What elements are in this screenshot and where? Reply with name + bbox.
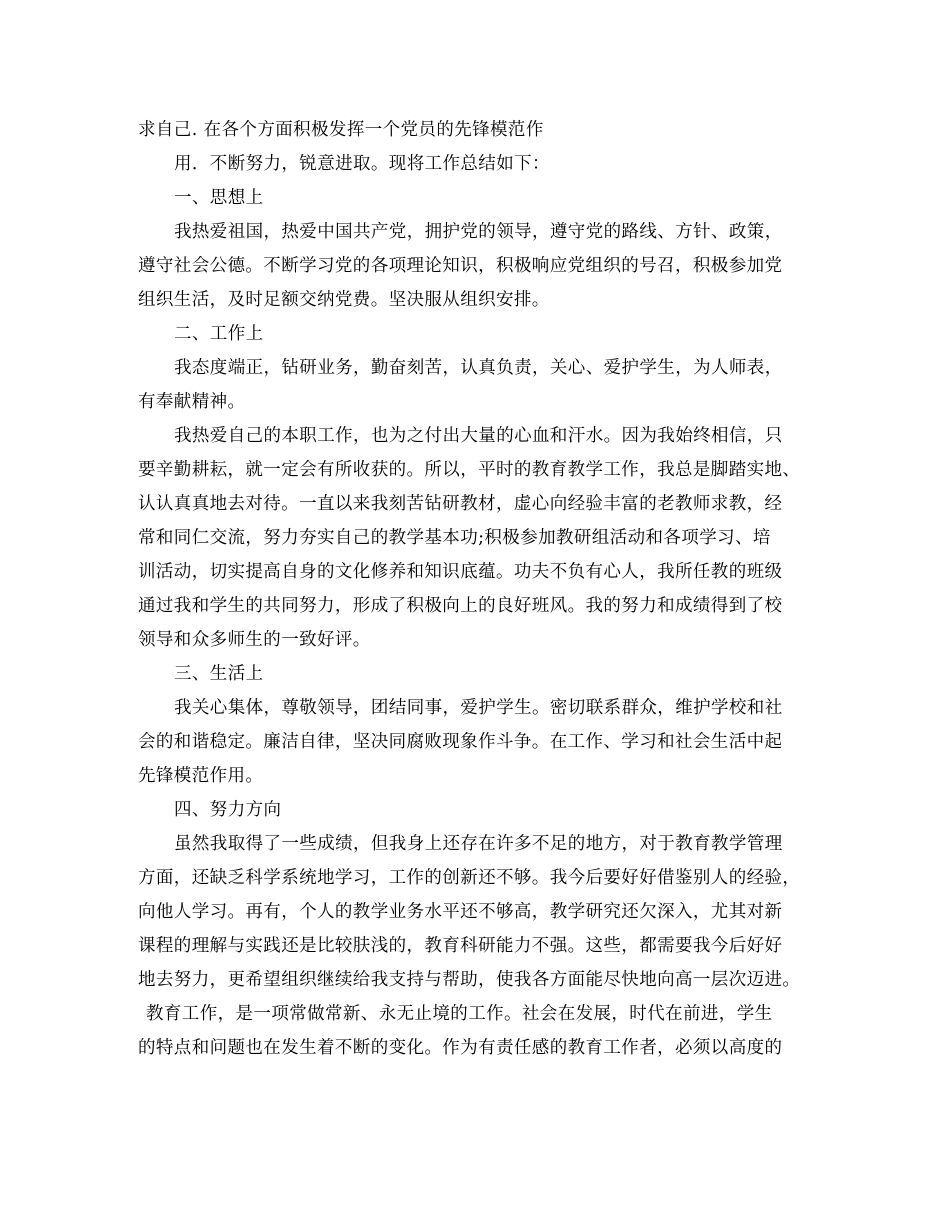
text-line: 要辛勤耕耘，就一定会有所收获的。所以，平时的教育教学工作，我总是脚踏实地、: [138, 460, 801, 480]
section-heading-thought: 一、思想上: [174, 188, 264, 208]
text-line: 的特点和问题也在发生着不断的变化。作为有责任感的教育工作者，必须以高度的: [138, 1038, 783, 1058]
text-line: 我关心集体，尊敬领导，团结同事，爱护学生。密切联系群众，维护学校和社: [174, 698, 783, 718]
text-line: 求自己. 在各个方面积极发挥一个党员的先锋模范作: [138, 120, 544, 140]
text-line: 虽然我取得了一些成绩，但我身上还存在许多不足的地方，对于教育教学管理: [174, 834, 783, 854]
text-line: 方面，还缺乏科学系统地学习，工作的创新还不够。我今后要好好借鉴别人的经验，: [138, 868, 801, 888]
text-line: 认认真真地去对待。一直以来我刻苦钻研教材，虚心向经验丰富的老教师求教，经: [138, 494, 783, 514]
text-line: 常和同仁交流，努力夯实自己的教学基本功;积极参加教研组活动和各项学习、培: [138, 528, 771, 548]
text-line: 组织生活，及时足额交纳党费。坚决服从组织安排。: [138, 290, 550, 310]
text-line: 遵守社会公德。不断学习党的各项理论知识，积极响应党组织的号召，积极参加党: [138, 256, 783, 276]
text-line: 先锋模范作用。: [138, 766, 264, 786]
text-line: 用．不断努力，锐意进取。现将工作总结如下：: [174, 154, 550, 174]
section-heading-life: 三、生活上: [174, 664, 264, 684]
section-heading-work: 二、工作上: [174, 324, 264, 344]
text-line: 课程的理解与实践还是比较肤浅的，教育科研能力不强。这些，都需要我今后好好: [138, 936, 783, 956]
text-line: 领导和众多师生的一致好评。: [138, 630, 371, 650]
text-line: 我热爱自己的本职工作，也为之付出大量的心血和汗水。因为我始终相信，只: [174, 426, 783, 446]
text-line: 会的和谐稳定。廉洁自律，坚决同腐败现象作斗争。在工作、学习和社会生活中起: [138, 732, 783, 752]
text-line: 训活动，切实提高自身的文化修养和知识底蕴。功夫不负有心人，我所任教的班级: [138, 562, 783, 582]
text-line: 我态度端正，钻研业务，勤奋刻苦，认真负责，关心、爱护学生，为人师表，: [174, 358, 783, 378]
section-heading-direction: 四、努力方向: [174, 800, 282, 820]
text-line: 有奉献精神。: [138, 392, 246, 412]
text-line: 地去努力，更希望组织继续给我支持与帮助，使我各方面能尽快地向高一层次迈进。: [138, 970, 801, 990]
text-line: 我热爱祖国，热爱中国共产党，拥护党的领导，遵守党的路线、方针、政策，: [174, 222, 783, 242]
text-line: 向他人学习。再有，个人的教学业务水平还不够高，教学研究还欠深入，尤其对新: [138, 902, 783, 922]
text-line: 教育工作，是一项常做常新、永无止境的工作。社会在发展，时代在前进，学生: [146, 1004, 773, 1024]
text-line: 通过我和学生的共同努力，形成了积极向上的良好班风。我的努力和成绩得到了校: [138, 596, 783, 616]
